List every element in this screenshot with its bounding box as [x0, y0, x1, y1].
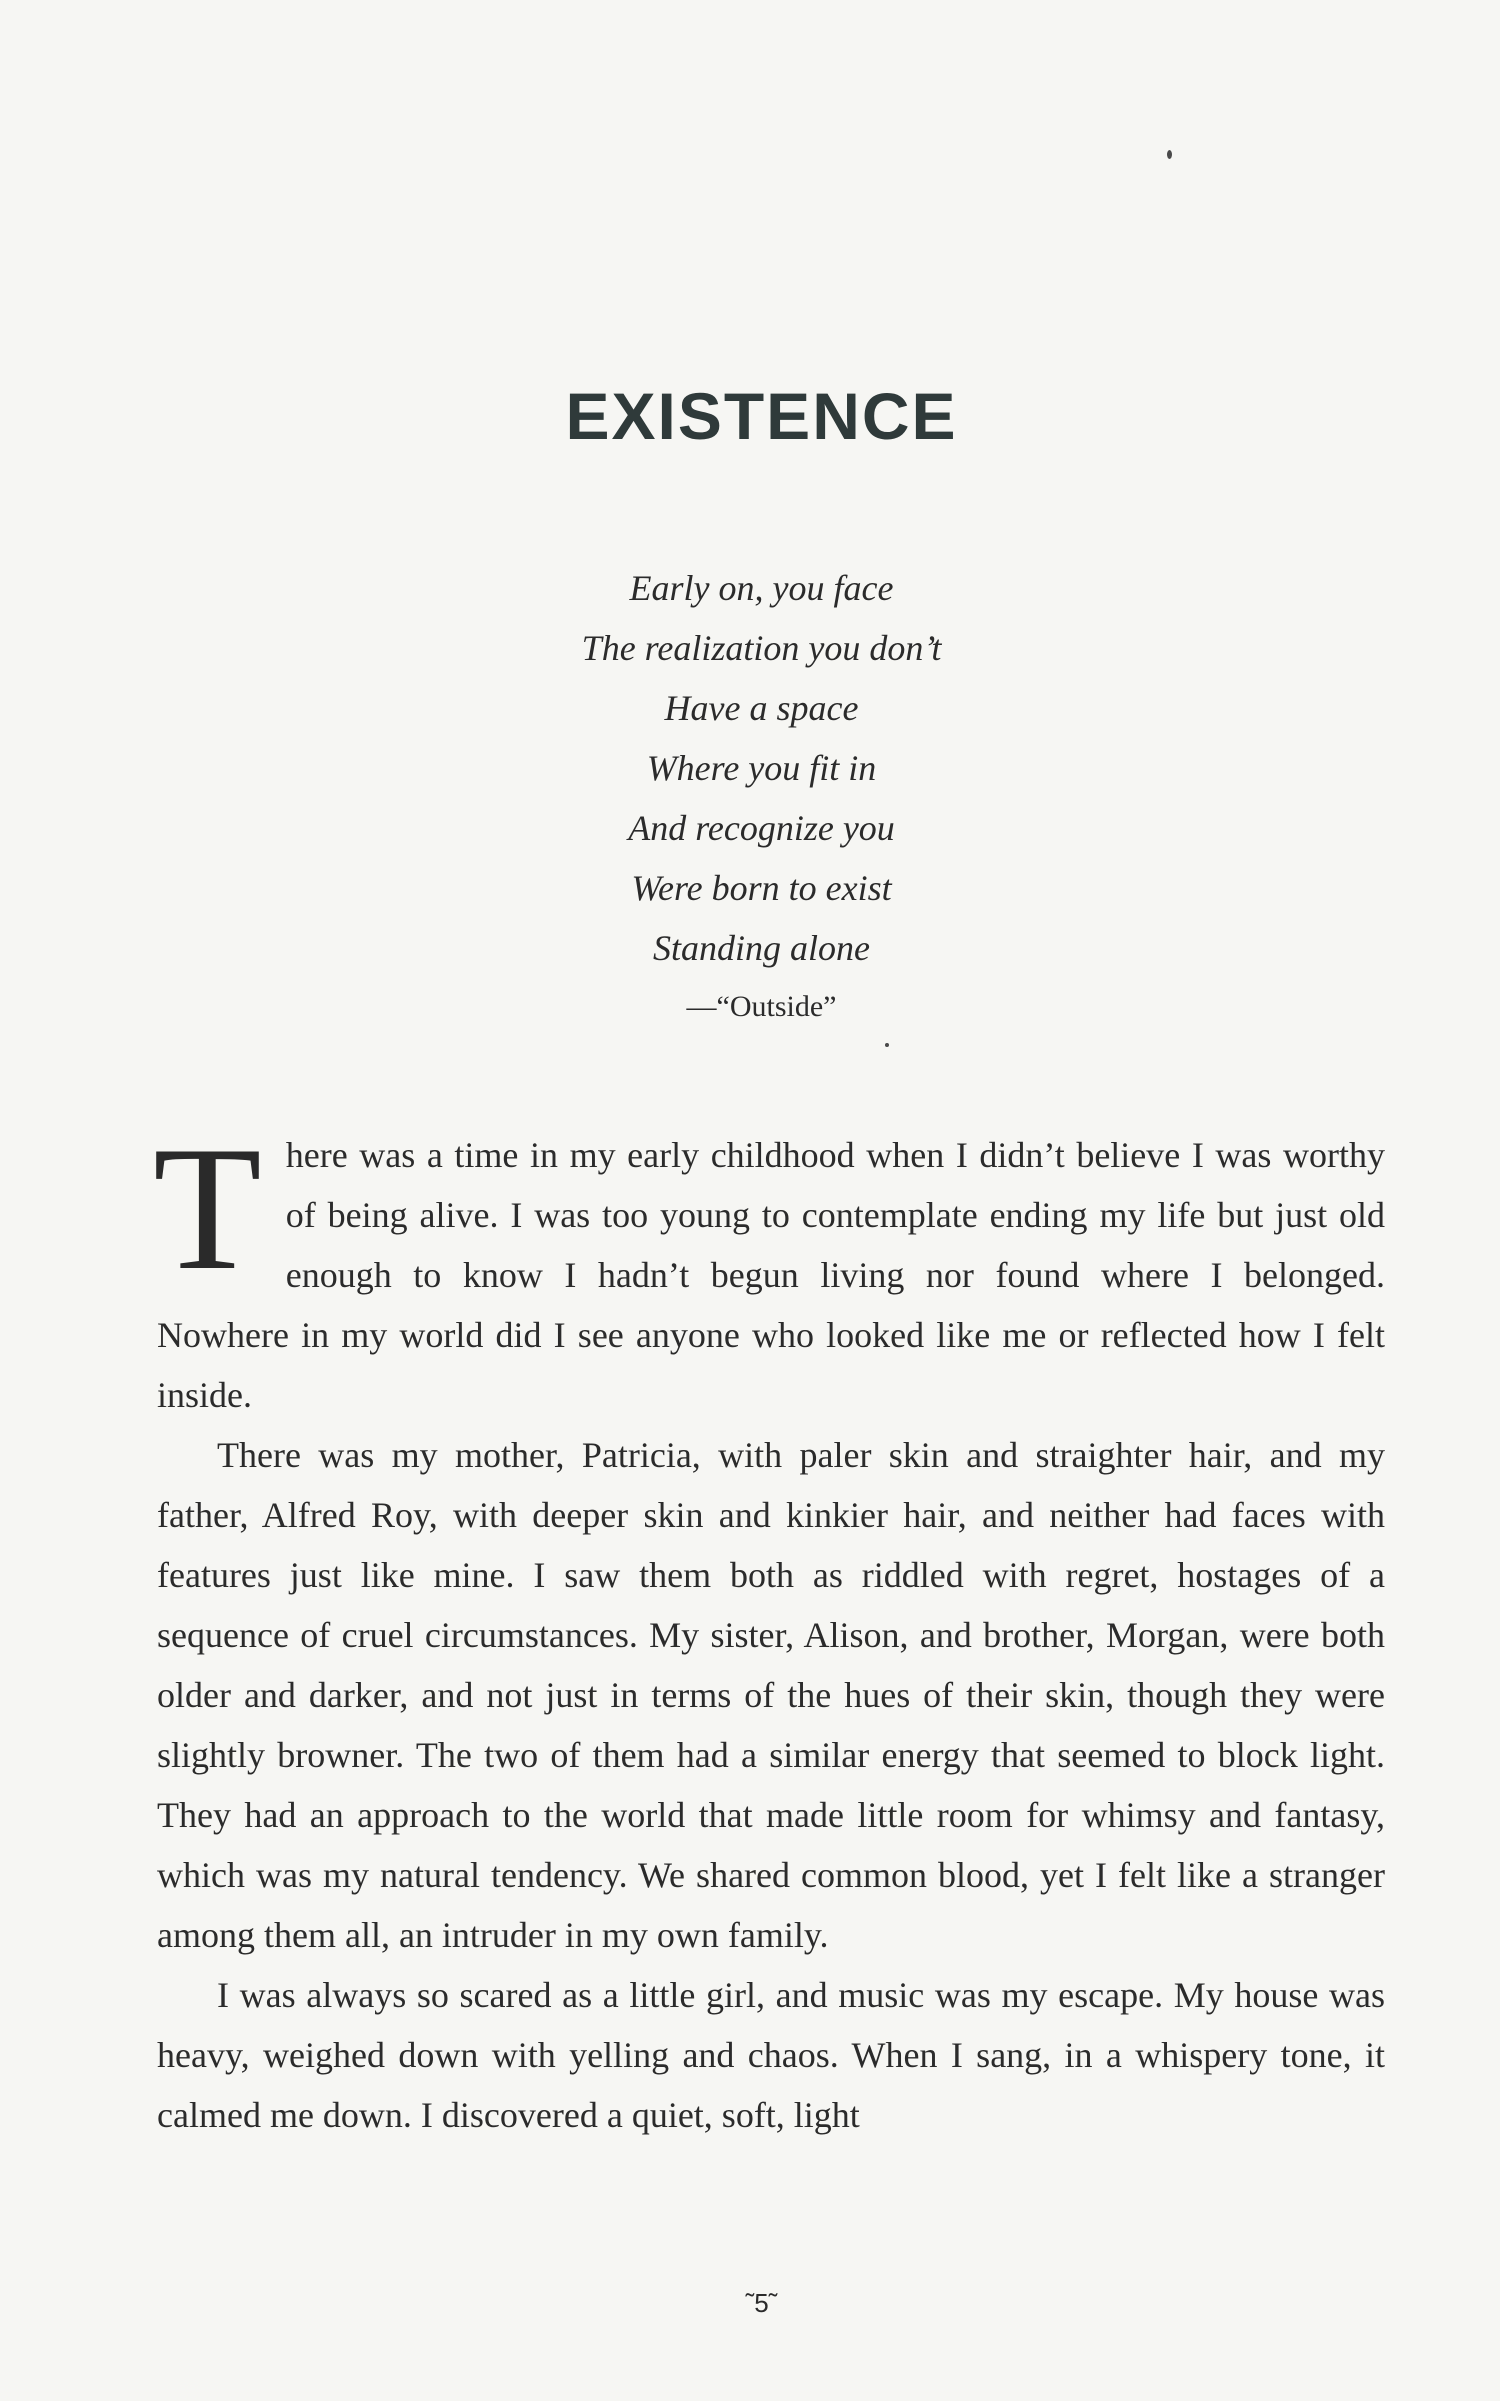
paragraph: There was my mother, Patricia, with paler skin and straighter hair, and my father, Alfred Roy, with deeper skin and kinkier hair, and neither had faces with features just like mine. I saw them both as riddled with regret, hostages of a sequence of cruel circumstances. My sister, Alison, and brother, Morgan, were both older and darker, and not just in terms of the hues of their skin, though they were slightly browner. The two of them had a similar energy that seemed to block light. They had an approach to the world that made little room for whimsy and fantasy, which was my natural tendency. We shared common blood, yet I felt like a stranger among them all, an intruder in my own family.	[157, 1435, 1385, 1955]
page-number-mark: ˜	[745, 2288, 755, 2318]
paragraph: I was always so scared as a little girl, and music was my escape. My house was heavy, weighed down with yelling and chaos. When I sang, in a whispery tone, it calmed me down. I discovered a quiet, soft, light	[157, 1975, 1385, 2135]
page-number	[0, 2288, 1500, 2319]
epigraph-line: Where you fit in	[646, 748, 877, 788]
epigraph-line: The realization you don’t	[581, 628, 942, 668]
drop-cap: T	[153, 1109, 262, 1307]
ink-speck	[1167, 150, 1172, 159]
page-number-mark: ˜	[768, 2288, 778, 2318]
epigraph-line: Have a space	[664, 688, 859, 728]
paragraph	[153, 1109, 1385, 1425]
epigraph-line: And recognize you	[628, 808, 895, 848]
page-number-value: 5	[754, 2288, 769, 2318]
epigraph-source: —“Outside”	[686, 990, 837, 1023]
epigraph-line: Were born to exist	[631, 868, 892, 908]
body-text	[153, 1109, 1385, 2145]
chapter-title: EXISTENCE	[565, 379, 958, 453]
ink-speck	[885, 1043, 889, 1047]
epigraph	[0, 558, 1500, 1024]
paragraph-text: here was a time in my early childhood when I didn’t believe I was worthy of being alive. I was too young to contemplate ending my life but just old enough to know I hadn’t begun living nor found where I belonged. Nowhere in my world did I see anyone who looked like me or reflected how I felt inside.	[157, 1135, 1385, 1415]
epigraph-line: Early on, you face	[629, 568, 894, 608]
epigraph-line: Standing alone	[653, 928, 870, 968]
